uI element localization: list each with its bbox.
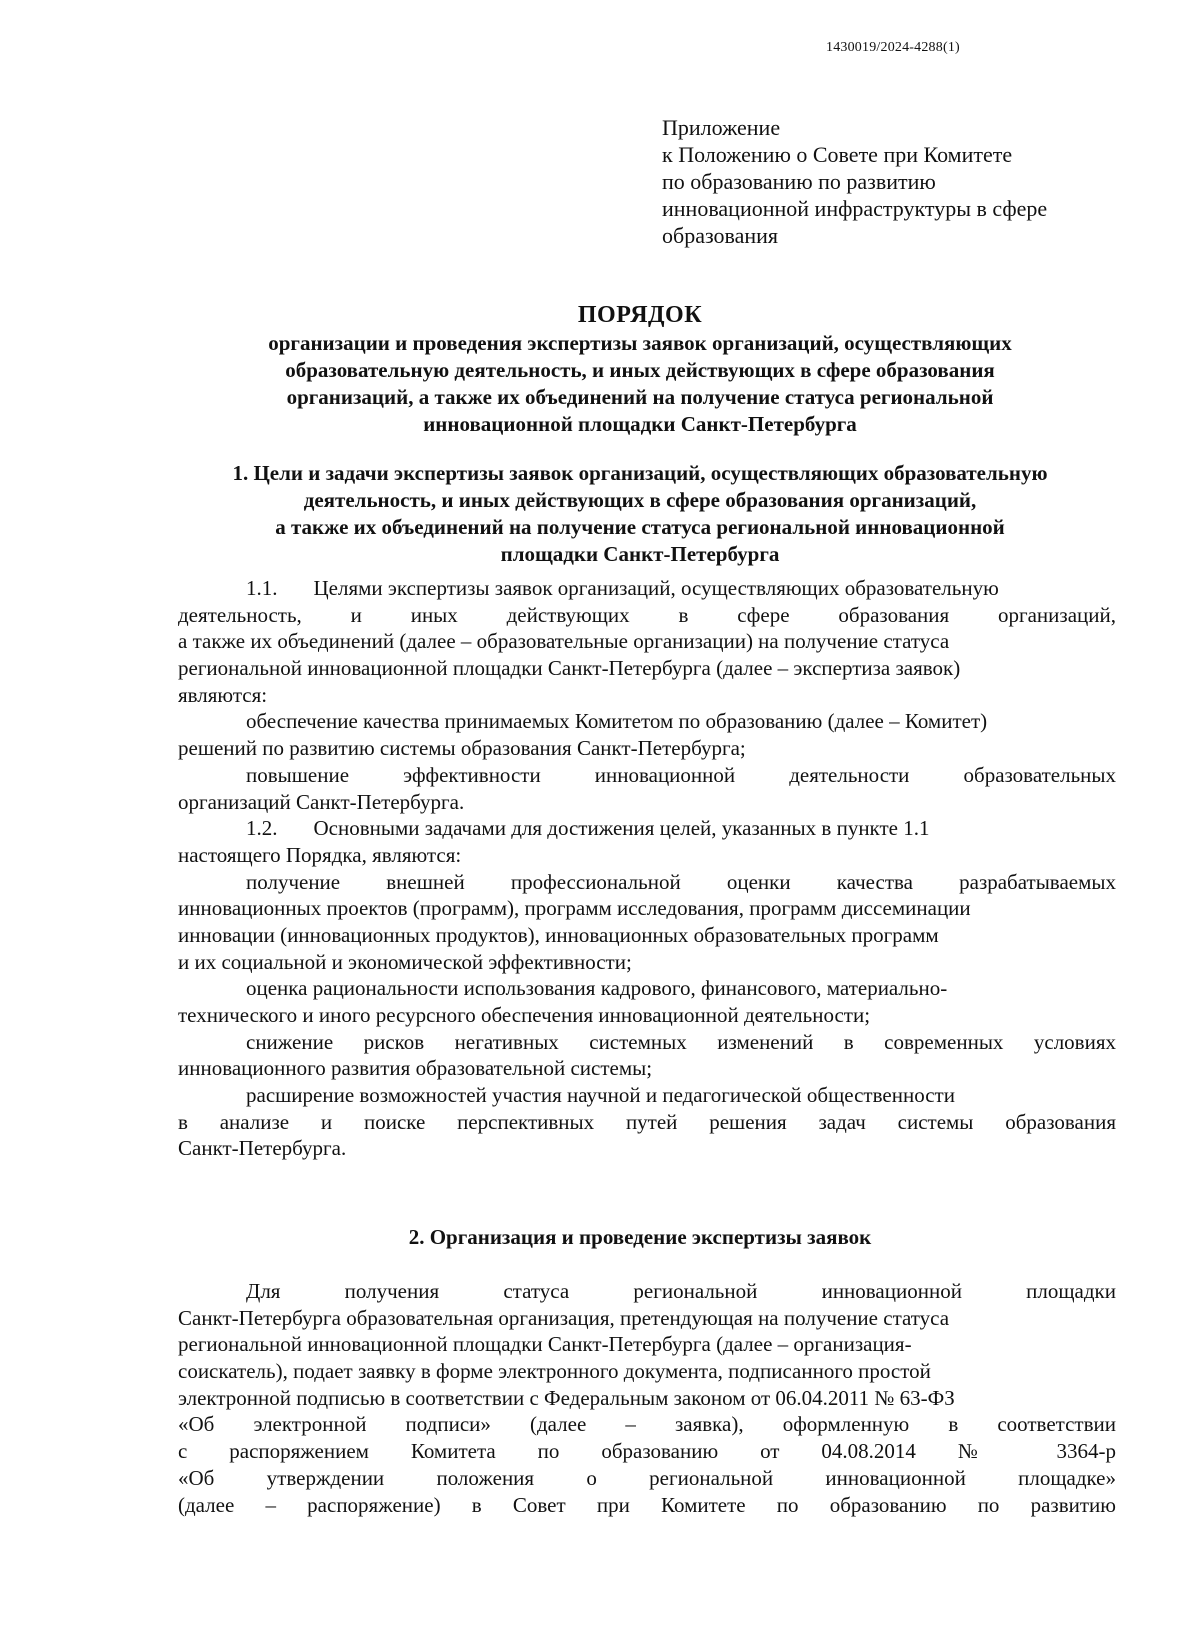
- paragraph-text: Основными задачами для достижения целей, указанных в пункте 1.1: [313, 816, 930, 841]
- paragraph-number: 1.2.: [246, 816, 278, 841]
- task-line: оценка рациональности использования кадрового, финансового, материально-: [246, 976, 948, 1001]
- section-1-heading-line: деятельность, и иных действующих в сфере образования организаций,: [303, 488, 977, 512]
- task-line: инновации (инновационных продуктов), инновационных образовательных программ: [178, 922, 939, 947]
- goal-line: обеспечение качества принимаемых Комитетом по образованию (далее – Комитет): [246, 709, 988, 734]
- paragraph-line: «Об утверждении положения о региональной инновационной площадке»: [178, 1465, 1116, 1490]
- document-registration-number: 1430019/2024-4288(1): [826, 40, 960, 55]
- paragraph-line: «Об электронной подписи» (далее – заявка), оформленную в соответствии: [178, 1412, 1116, 1437]
- section-1-heading: [160, 460, 1120, 568]
- paragraph-line: [178, 815, 1116, 842]
- paragraph-text: Целями экспертизы заявок организаций, осуществляющих образовательную: [313, 576, 999, 600]
- title-subtitle: [160, 330, 1120, 438]
- task-line: инновационных проектов (программ), программ исследования, программ диссеминации: [178, 896, 971, 921]
- appendix-header: [662, 114, 1102, 249]
- goal-line: решений по развитию системы образования Санкт-Петербурга;: [178, 736, 746, 761]
- paragraph-line: Для получения статуса региональной инновационной площадки: [246, 1279, 1116, 1303]
- task-line: и их социальной и экономической эффективности;: [178, 949, 632, 974]
- paragraph-line: деятельность, и иных действующих в сфере образования организаций,: [178, 602, 1116, 627]
- section-2-heading-line: 2. Организация и проведение экспертизы заявок: [408, 1225, 872, 1249]
- title-sub-line: организации и проведения экспертизы заявок организаций, осуществляющих: [268, 331, 1012, 355]
- title-main: ПОРЯДОК: [577, 302, 703, 328]
- appendix-line: по образованию по развитию: [662, 169, 936, 194]
- task-line: технического и иного ресурсного обеспечения инновационной деятельности;: [178, 1003, 871, 1027]
- appendix-line: к Положению о Совете при Комитете: [662, 142, 1013, 167]
- title-sub-line: образовательную деятельность, и иных действующих в сфере образования: [285, 358, 995, 382]
- section-2-body: [178, 1278, 1116, 1518]
- paragraph-line: а также их объединений (далее – образовательные организации) на получение статуса: [178, 629, 950, 654]
- task-line: Санкт-Петербурга.: [178, 1136, 347, 1161]
- paragraph-line: Санкт-Петербурга образовательная организация, претендующая на получение статуса: [178, 1305, 950, 1330]
- section-1-body: [178, 575, 1116, 1162]
- document-title: [160, 300, 1120, 438]
- paragraph-line: региональной инновационной площадки Санкт-Петербурга (далее – экспертиза заявок): [178, 656, 961, 681]
- appendix-line: инновационной инфраструктуры в сфере: [662, 196, 1048, 221]
- paragraph-line: [178, 575, 1116, 602]
- paragraph-line: региональной инновационной площадки Санкт-Петербурга (далее – организация-: [178, 1332, 912, 1357]
- paragraph-line: с распоряжением Комитета по образованию от 04.08.2014 № 3364-р: [178, 1439, 1116, 1464]
- section-1-heading-line: площадки Санкт-Петербурга: [500, 542, 780, 566]
- task-line: инновационного развития образовательной системы;: [178, 1056, 653, 1081]
- section-2-heading: [160, 1224, 1120, 1251]
- section-1-heading-line: 1. Цели и задачи экспертизы заявок организаций, осуществляющих образовательную: [232, 461, 1048, 485]
- paragraph-number: 1.1.: [246, 576, 278, 600]
- section-1-heading-line: а также их объединений на получение статуса региональной инновационной: [275, 515, 1005, 539]
- paragraph-line: электронной подписью в соответствии с Федеральным законом от 06.04.2011 № 63-ФЗ: [178, 1385, 955, 1410]
- goal-line: организаций Санкт-Петербурга.: [178, 789, 465, 814]
- task-line: получение внешней профессиональной оценки качества разрабатываемых: [246, 869, 1116, 894]
- paragraph-line: являются:: [178, 682, 268, 707]
- appendix-line: образования: [662, 223, 779, 248]
- goal-line: повышение эффективности инновационной деятельности образовательных: [246, 762, 1116, 787]
- title-sub-line: организаций, а также их объединений на получение статуса региональной: [286, 385, 994, 409]
- task-line: в анализе и поиске перспективных путей решения задач системы образования: [178, 1109, 1116, 1134]
- paragraph-line: соискатель), подает заявку в форме электронного документа, подписанного простой: [178, 1359, 931, 1384]
- paragraph-line: настоящего Порядка, являются:: [178, 842, 462, 867]
- task-line: снижение рисков негативных системных изменений в современных условиях: [246, 1029, 1116, 1054]
- appendix-line: Приложение: [662, 115, 781, 140]
- task-line: расширение возможностей участия научной и педагогической общественности: [246, 1083, 955, 1108]
- title-sub-line: инновационной площадки Санкт-Петербурга: [423, 412, 857, 436]
- paragraph-line: (далее – распоряжение) в Совет при Комитете по образованию по развитию: [178, 1492, 1116, 1517]
